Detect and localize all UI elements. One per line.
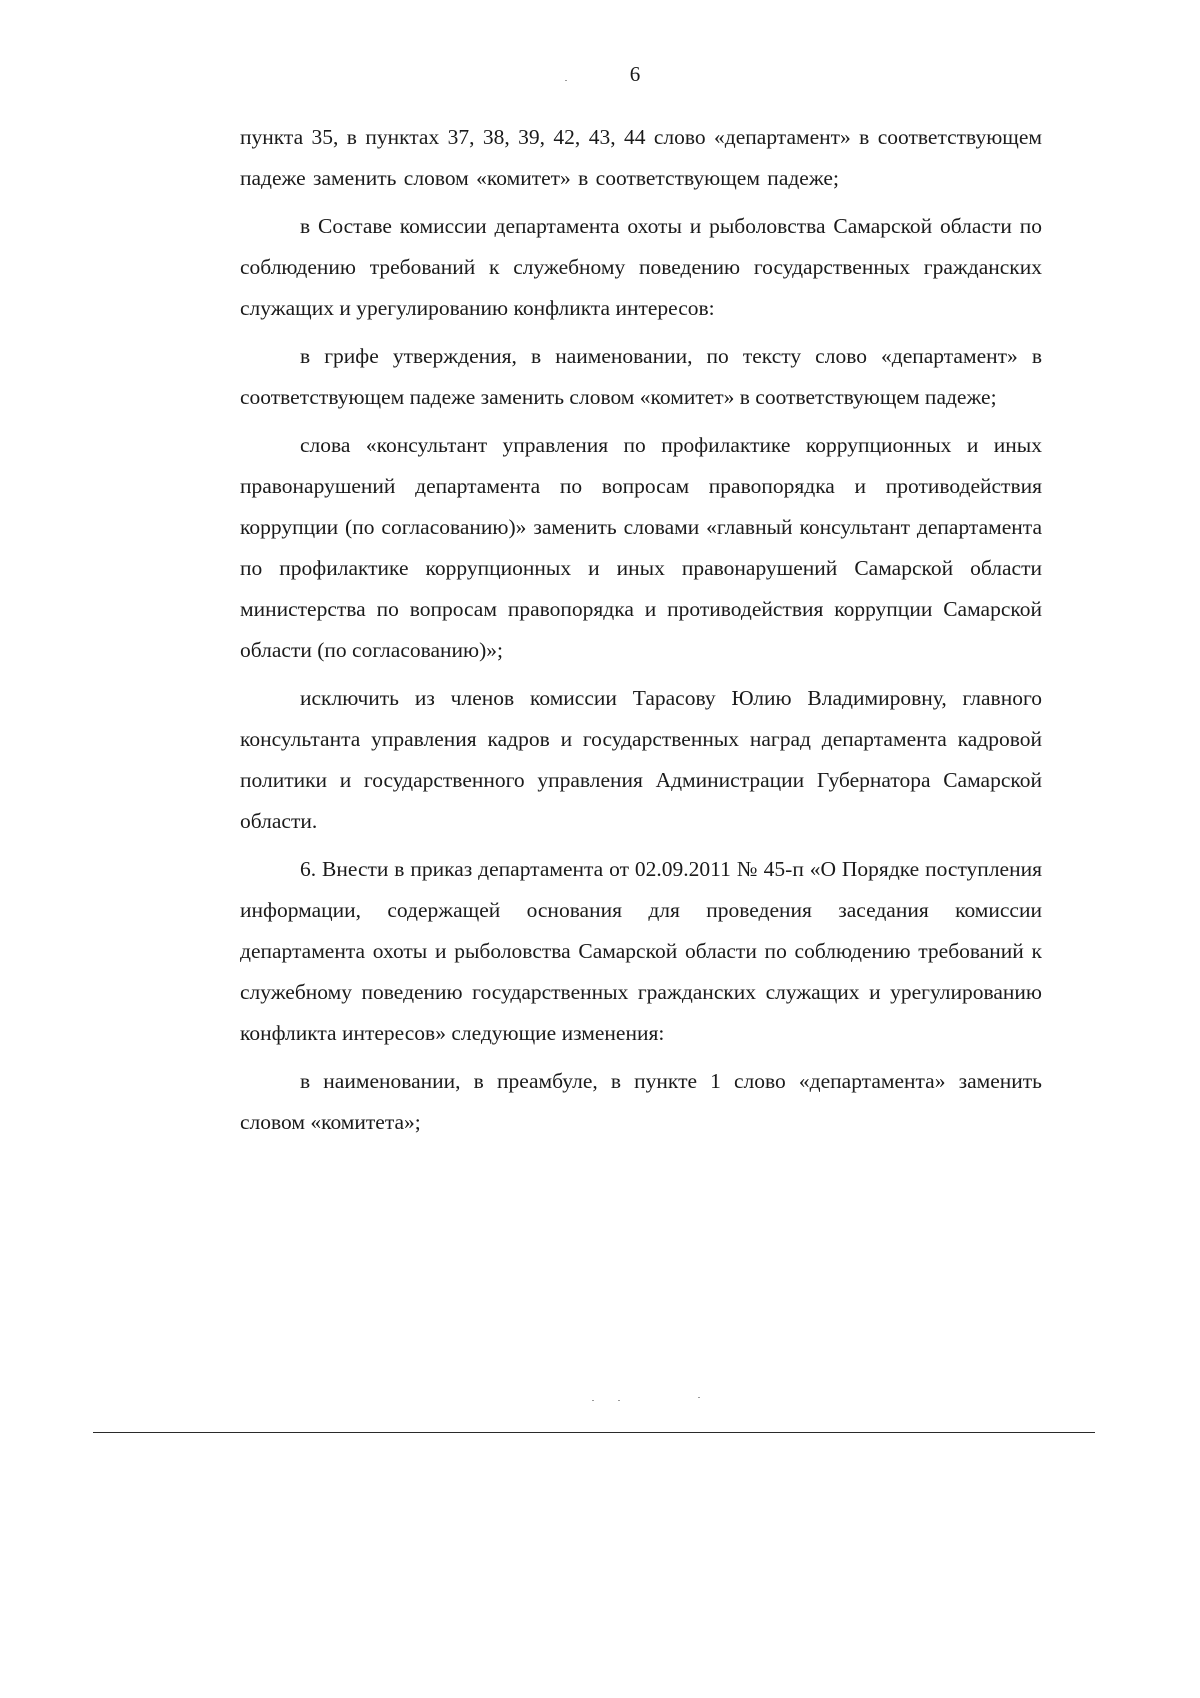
scan-speck (698, 1397, 700, 1398)
scan-speck (592, 1400, 594, 1401)
scan-speck (618, 1400, 620, 1401)
paragraph-item-6-name-change: в наименовании, в преамбуле, в пункте 1 слово «департамента» заменить словом «комитета»; (240, 1069, 1042, 1134)
page-number: 6 (629, 62, 641, 86)
footer-rule (93, 1432, 1095, 1433)
paragraph-item-6: 6. Внести в приказ департамента от 02.09.2011 № 45-п «О Порядке поступления информации, содержащей основания для проведения заседания комиссии департамента охоты и рыболовства Самарской области по соблюдению требований к служебному поведению государственных гражданских служащих и урегулированию конфликта интересов» следующие изменения: (240, 857, 1042, 1045)
paragraph-commission-composition: в Составе комиссии департамента охоты и рыболовства Самарской области по соблюдению требований к служебному поведению государственных гражданских служащих и урегулированию конфликта интересов: (240, 214, 1042, 320)
paragraph-consultant-replacement: слова «консультант управления по профилактике коррупционных и иных правонарушений департамента по вопросам правопорядка и противодействия коррупции (по согласованию)» заменить словами «главный консультант департамента по профилактике коррупционных и иных правонарушений Самарской области министерства по вопросам правопорядка и противодействия коррупции Самарской области (по согласованию)»; (240, 433, 1042, 662)
paragraph-member-exclusion: исключить из членов комиссии Тарасову Юлию Владимировну, главного консультанта управления кадров и государственных наград департамента кадровой политики и государственного управления Администрации Губернатора Самарской области. (240, 686, 1042, 833)
scan-speck (565, 80, 567, 81)
document-body (240, 117, 1042, 1150)
paragraph-approval-stamp-change: в грифе утверждения, в наименовании, по тексту слово «департамент» в соответствующем падеже заменить словом «комитет» в соответствующем падеже; (240, 344, 1042, 409)
paragraph-continuation-items: пункта 35, в пунктах 37, 38, 39, 42, 43, 44 слово «департамент» в соответствующем падеже заменить словом «комитет» в соответствующем падеже; (240, 125, 1042, 190)
